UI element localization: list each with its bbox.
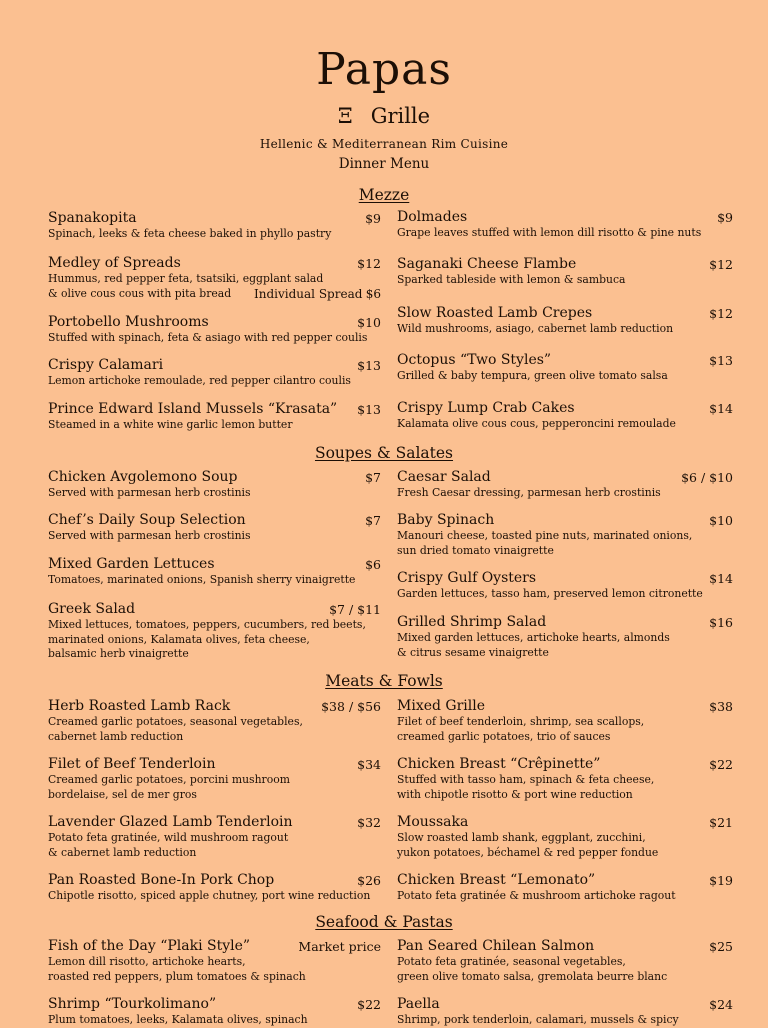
item-name: Crispy Lump Crab Cakes [397,400,575,416]
item-description: Slow roasted lamb shank, eggplant, zucchini, [397,831,646,844]
menu-item-crispy-calamari [48,357,381,389]
item-name: Shrimp “Tourkolimano” [48,996,217,1012]
item-price: $21 [709,815,733,830]
xi-logo-icon: Ξ [337,104,353,128]
item-description: Potato feta gratinée, wild mushroom ragout [48,831,289,844]
item-description: Lemon artichoke remoulade, red pepper cilantro coulis [48,374,351,387]
restaurant-name: Papas [316,44,452,95]
item-description: creamed garlic potatoes, trio of sauces [397,729,611,743]
item-description: & olive cous cous with pita bread [48,286,232,300]
item-price: $19 [709,873,733,888]
menu-item-chicken-lemonato [397,872,733,904]
item-description: Manouri cheese, toasted pine nuts, marinated onions, [397,529,693,542]
item-name: Dolmades [397,209,468,225]
item-description: Potato feta gratinée, seasonal vegetables, [397,955,626,968]
item-description: Filet of beef tenderloin, shrimp, sea scallops, [397,715,645,728]
item-price: $22 [709,757,733,772]
item-description: Stuffed with tasso ham, spinach & feta cheese, [397,773,655,786]
item-name: Greek Salad [48,601,136,617]
item-description: Potato feta gratinée & mushroom artichoke ragout [397,889,676,902]
item-name: Mixed Grille [397,698,485,714]
item-name: Prince Edward Island Mussels “Krasata” [48,401,338,417]
item-price: $13 [357,358,381,373]
item-description: Grape leaves stuffed with lemon dill risotto & pine nuts [397,226,702,239]
item-name: Mixed Garden Lettuces [48,556,215,572]
item-name: Pan Seared Chilean Salmon [397,938,595,954]
menu-item-daily-soup [48,512,381,544]
item-price: $32 [357,815,381,830]
item-name: Herb Roasted Lamb Rack [48,698,231,714]
item-description: with chipotle risotto & port wine reduction [397,787,633,801]
cuisine-tagline: Hellenic & Mediterranean Rim Cuisine [259,137,509,151]
item-price: $10 [709,513,733,528]
menu-item-lavender-lamb [48,814,381,860]
item-name: Paella [397,996,440,1012]
item-name: Octopus “Two Styles” [397,352,552,368]
menu-item-lamb-rack [48,698,381,744]
item-name: Lavender Glazed Lamb Tenderloin [48,814,293,830]
item-price: $14 [709,401,733,416]
menu-item-paella [397,996,733,1028]
item-price: $10 [357,315,381,330]
item-description: Lemon dill risotto, artichoke hearts, [48,955,246,968]
item-name: Moussaka [397,814,469,830]
item-name: Slow Roasted Lamb Crepes [397,305,593,321]
subbrand-text: Grille [370,104,431,128]
individual-spread-price: $6 [365,286,381,301]
menu-item-spanakopita [48,210,381,242]
item-name: Spanakopita [48,210,137,226]
item-name: Filet of Beef Tenderloin [48,756,216,772]
section-heading-seafood-pastas: Seafood & Pastas [315,913,453,931]
item-price: $13 [709,353,733,368]
item-price: $6 / $10 [681,470,733,485]
item-description: balsamic herb vinaigrette [48,647,189,660]
item-description: yukon potatoes, béchamel & red pepper fondue [397,845,659,859]
item-name: Chef’s Daily Soup Selection [48,512,246,528]
item-price: $38 [709,699,733,714]
item-description: Creamed garlic potatoes, porcini mushroom [48,773,290,786]
item-price: $13 [357,402,381,417]
item-name: Caesar Salad [397,469,491,485]
item-description: Steamed in a white wine garlic lemon butter [48,418,293,431]
item-name: Chicken Breast “Lemonato” [397,872,596,888]
item-description: Chipotle risotto, spiced apple chutney, port wine reduction [48,889,371,902]
item-description: Sparked tableside with lemon & sambuca [397,273,626,286]
item-name: Chicken Avgolemono Soup [48,469,238,485]
item-name: Crispy Gulf Oysters [397,570,537,586]
menu-item-pork-chop [48,872,381,904]
item-price: $9 [365,211,381,226]
item-description: Garden lettuces, tasso ham, preserved lemon citronette [397,587,703,600]
menu-item-dolmades [397,209,733,241]
item-name: Fish of the Day “Plaki Style” [48,938,251,954]
item-name: Pan Roasted Bone-In Pork Chop [48,872,275,888]
menu-item-chicken-crepinette [397,756,733,802]
item-price: $7 [365,513,381,528]
menu-item-lamb-crepes [397,305,733,337]
item-description: Shrimp, pork tenderloin, calamari, mussels & spicy [397,1013,679,1026]
item-price: $24 [709,997,733,1012]
item-price: $12 [709,257,733,272]
item-price: $7 [365,470,381,485]
menu-item-chilean-salmon [397,938,733,984]
section-heading-soupes-salates: Soupes & Salates [314,444,454,462]
menu-title: Dinner Menu [338,156,430,172]
item-name: Saganaki Cheese Flambe [397,256,577,272]
menu-item-portobello-mushrooms [48,314,381,346]
item-price: $25 [709,939,733,954]
item-description: Mixed lettuces, tomatoes, peppers, cucumbers, red beets, [48,618,366,631]
item-description: Stuffed with spinach, feta & asiago with red pepper coulis [48,331,368,344]
item-description: Kalamata olive cous cous, pepperoncini remoulade [397,417,676,430]
item-price: $12 [357,256,381,271]
item-price: $34 [357,757,381,772]
item-description: marinated onions, Kalamata olives, feta cheese, [48,632,310,646]
item-description: Served with parmesan herb crostinis [48,529,251,542]
menu-item-baby-spinach [397,512,733,558]
menu-item-shrimp-tourkolimano [48,996,381,1028]
item-description: Tomatoes, marinated onions, Spanish sherry vinaigrette [48,573,356,586]
menu-item-caesar-salad [397,469,733,501]
item-price: $9 [717,210,733,225]
item-price: $38 / $56 [321,699,381,714]
section-heading-meats-fowls: Meats & Fowls [325,672,443,690]
item-price: $6 [365,557,381,572]
item-description: Creamed garlic potatoes, seasonal vegetables, [48,715,303,728]
menu-item-avgolemono-soup [48,469,381,501]
item-description: Served with parmesan herb crostinis [48,486,251,499]
menu-item-moussaka [397,814,733,860]
item-price: $26 [357,873,381,888]
item-name: Medley of Spreads [48,255,181,271]
menu-item-filet-of-beef [48,756,381,802]
menu-item-fish-plaki [48,938,381,984]
item-price: $12 [709,306,733,321]
menu-item-pei-mussels [48,401,381,433]
item-price: $22 [357,997,381,1012]
item-name: Grilled Shrimp Salad [397,614,547,630]
restaurant-subname [0,106,768,127]
item-name: Portobello Mushrooms [48,314,209,330]
menu-item-mixed-grille [397,698,733,744]
item-description: roasted red peppers, plum tomatoes & spinach [48,969,306,983]
item-description: Wild mushrooms, asiago, cabernet lamb reduction [397,322,674,335]
item-description: & cabernet lamb reduction [48,845,197,859]
menu-item-saganaki [397,256,733,288]
item-description: Plum tomatoes, leeks, Kalamata olives, spinach [48,1013,308,1026]
item-description: cabernet lamb reduction [48,729,184,743]
menu-item-mixed-garden-lettuces [48,556,381,588]
section-heading-mezze: Mezze [358,186,410,204]
item-description: Hummus, red pepper feta, tsatsiki, eggplant salad [48,272,324,285]
menu-item-crab-cakes [397,400,733,432]
item-description: Grilled & baby tempura, green olive tomato salsa [397,369,668,382]
item-name: Chicken Breast “Crêpinette” [397,756,601,772]
item-description: Spinach, leeks & feta cheese baked in phyllo pastry [48,227,332,240]
individual-spread-row [48,287,381,302]
item-description: & citrus sesame vinaigrette [397,645,549,659]
item-price: $16 [709,615,733,630]
item-description: bordelaise, sel de mer gros [48,787,197,801]
item-price: $14 [709,571,733,586]
menu-item-octopus [397,352,733,384]
menu-item-grilled-shrimp-salad [397,614,733,660]
item-description: green olive tomato salsa, gremolata beurre blanc [397,969,668,983]
item-name: Baby Spinach [397,512,495,528]
menu-item-crispy-gulf-oysters [397,570,733,602]
individual-spread-label: Individual Spread [254,286,363,301]
menu-item-greek-salad [48,601,381,662]
item-price: $7 / $11 [329,602,381,617]
item-price: Market price [298,939,381,954]
item-description: Fresh Caesar dressing, parmesan herb crostinis [397,486,661,499]
item-description: sun dried tomato vinaigrette [397,543,554,557]
item-name: Crispy Calamari [48,357,164,373]
menu-item-medley-of-spreads [48,255,381,301]
item-description: Mixed garden lettuces, artichoke hearts, almonds [397,631,670,644]
